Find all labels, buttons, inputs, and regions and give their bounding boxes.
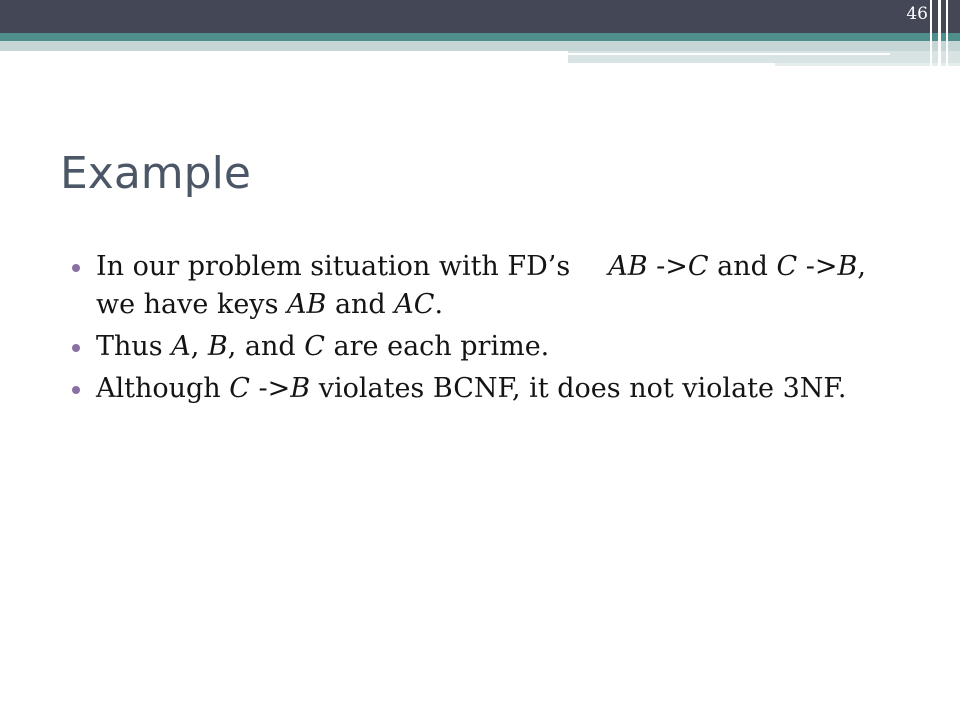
bullet-marker-icon	[72, 264, 80, 272]
bullet-item	[70, 248, 900, 324]
bullet-item	[70, 328, 900, 366]
bullet-text: , we have keys	[96, 251, 866, 320]
bullet-text-variable: B	[837, 251, 858, 282]
bullet-text: Although	[96, 373, 230, 404]
bullet-marker-icon	[72, 386, 80, 394]
bullet-text: , and	[227, 331, 305, 362]
bullet-text-variable: AB	[287, 289, 327, 320]
header-vertical-rule	[938, 0, 941, 66]
bullet-text-variable: AC	[394, 289, 435, 320]
bullet-text: .	[434, 289, 444, 320]
bullet-text-variable: A	[171, 331, 191, 362]
header-light-band-end	[775, 63, 960, 66]
bullet-text-variable: C	[687, 251, 709, 282]
bullet-text: Thus	[96, 331, 172, 362]
bullet-text-variable: C	[776, 251, 798, 282]
header-divider-line	[568, 53, 890, 55]
header-vertical-rule	[930, 0, 932, 66]
bullet-item	[70, 370, 900, 408]
bullet-text: ->	[249, 373, 291, 404]
bullet-text-variable: AB	[608, 251, 648, 282]
bullet-text: In our problem situation with FD’s	[96, 251, 571, 282]
bullet-text-variable: C	[229, 373, 250, 404]
bullet-text: are each prime.	[324, 331, 550, 362]
slide-page-number: 46	[906, 4, 928, 24]
bullet-list	[70, 248, 900, 412]
slide-title: Example	[60, 148, 251, 199]
bullet-text-variable: B	[207, 331, 228, 362]
header-bar	[0, 0, 960, 33]
bullet-marker-icon	[72, 344, 80, 352]
bullet-text: and	[708, 251, 777, 282]
bullet-text: and	[326, 289, 395, 320]
bullet-text: ->	[797, 251, 838, 282]
bullet-text: violates BCNF, it does not violate 3NF.	[310, 373, 847, 404]
header-vertical-rule	[946, 0, 948, 66]
bullet-text-variable: C	[304, 331, 325, 362]
bullet-text: ,	[190, 331, 208, 362]
header-accent-band	[0, 33, 960, 41]
bullet-text: ->	[647, 251, 688, 282]
header-light-band	[0, 41, 960, 51]
bullet-text-variable: B	[290, 373, 311, 404]
